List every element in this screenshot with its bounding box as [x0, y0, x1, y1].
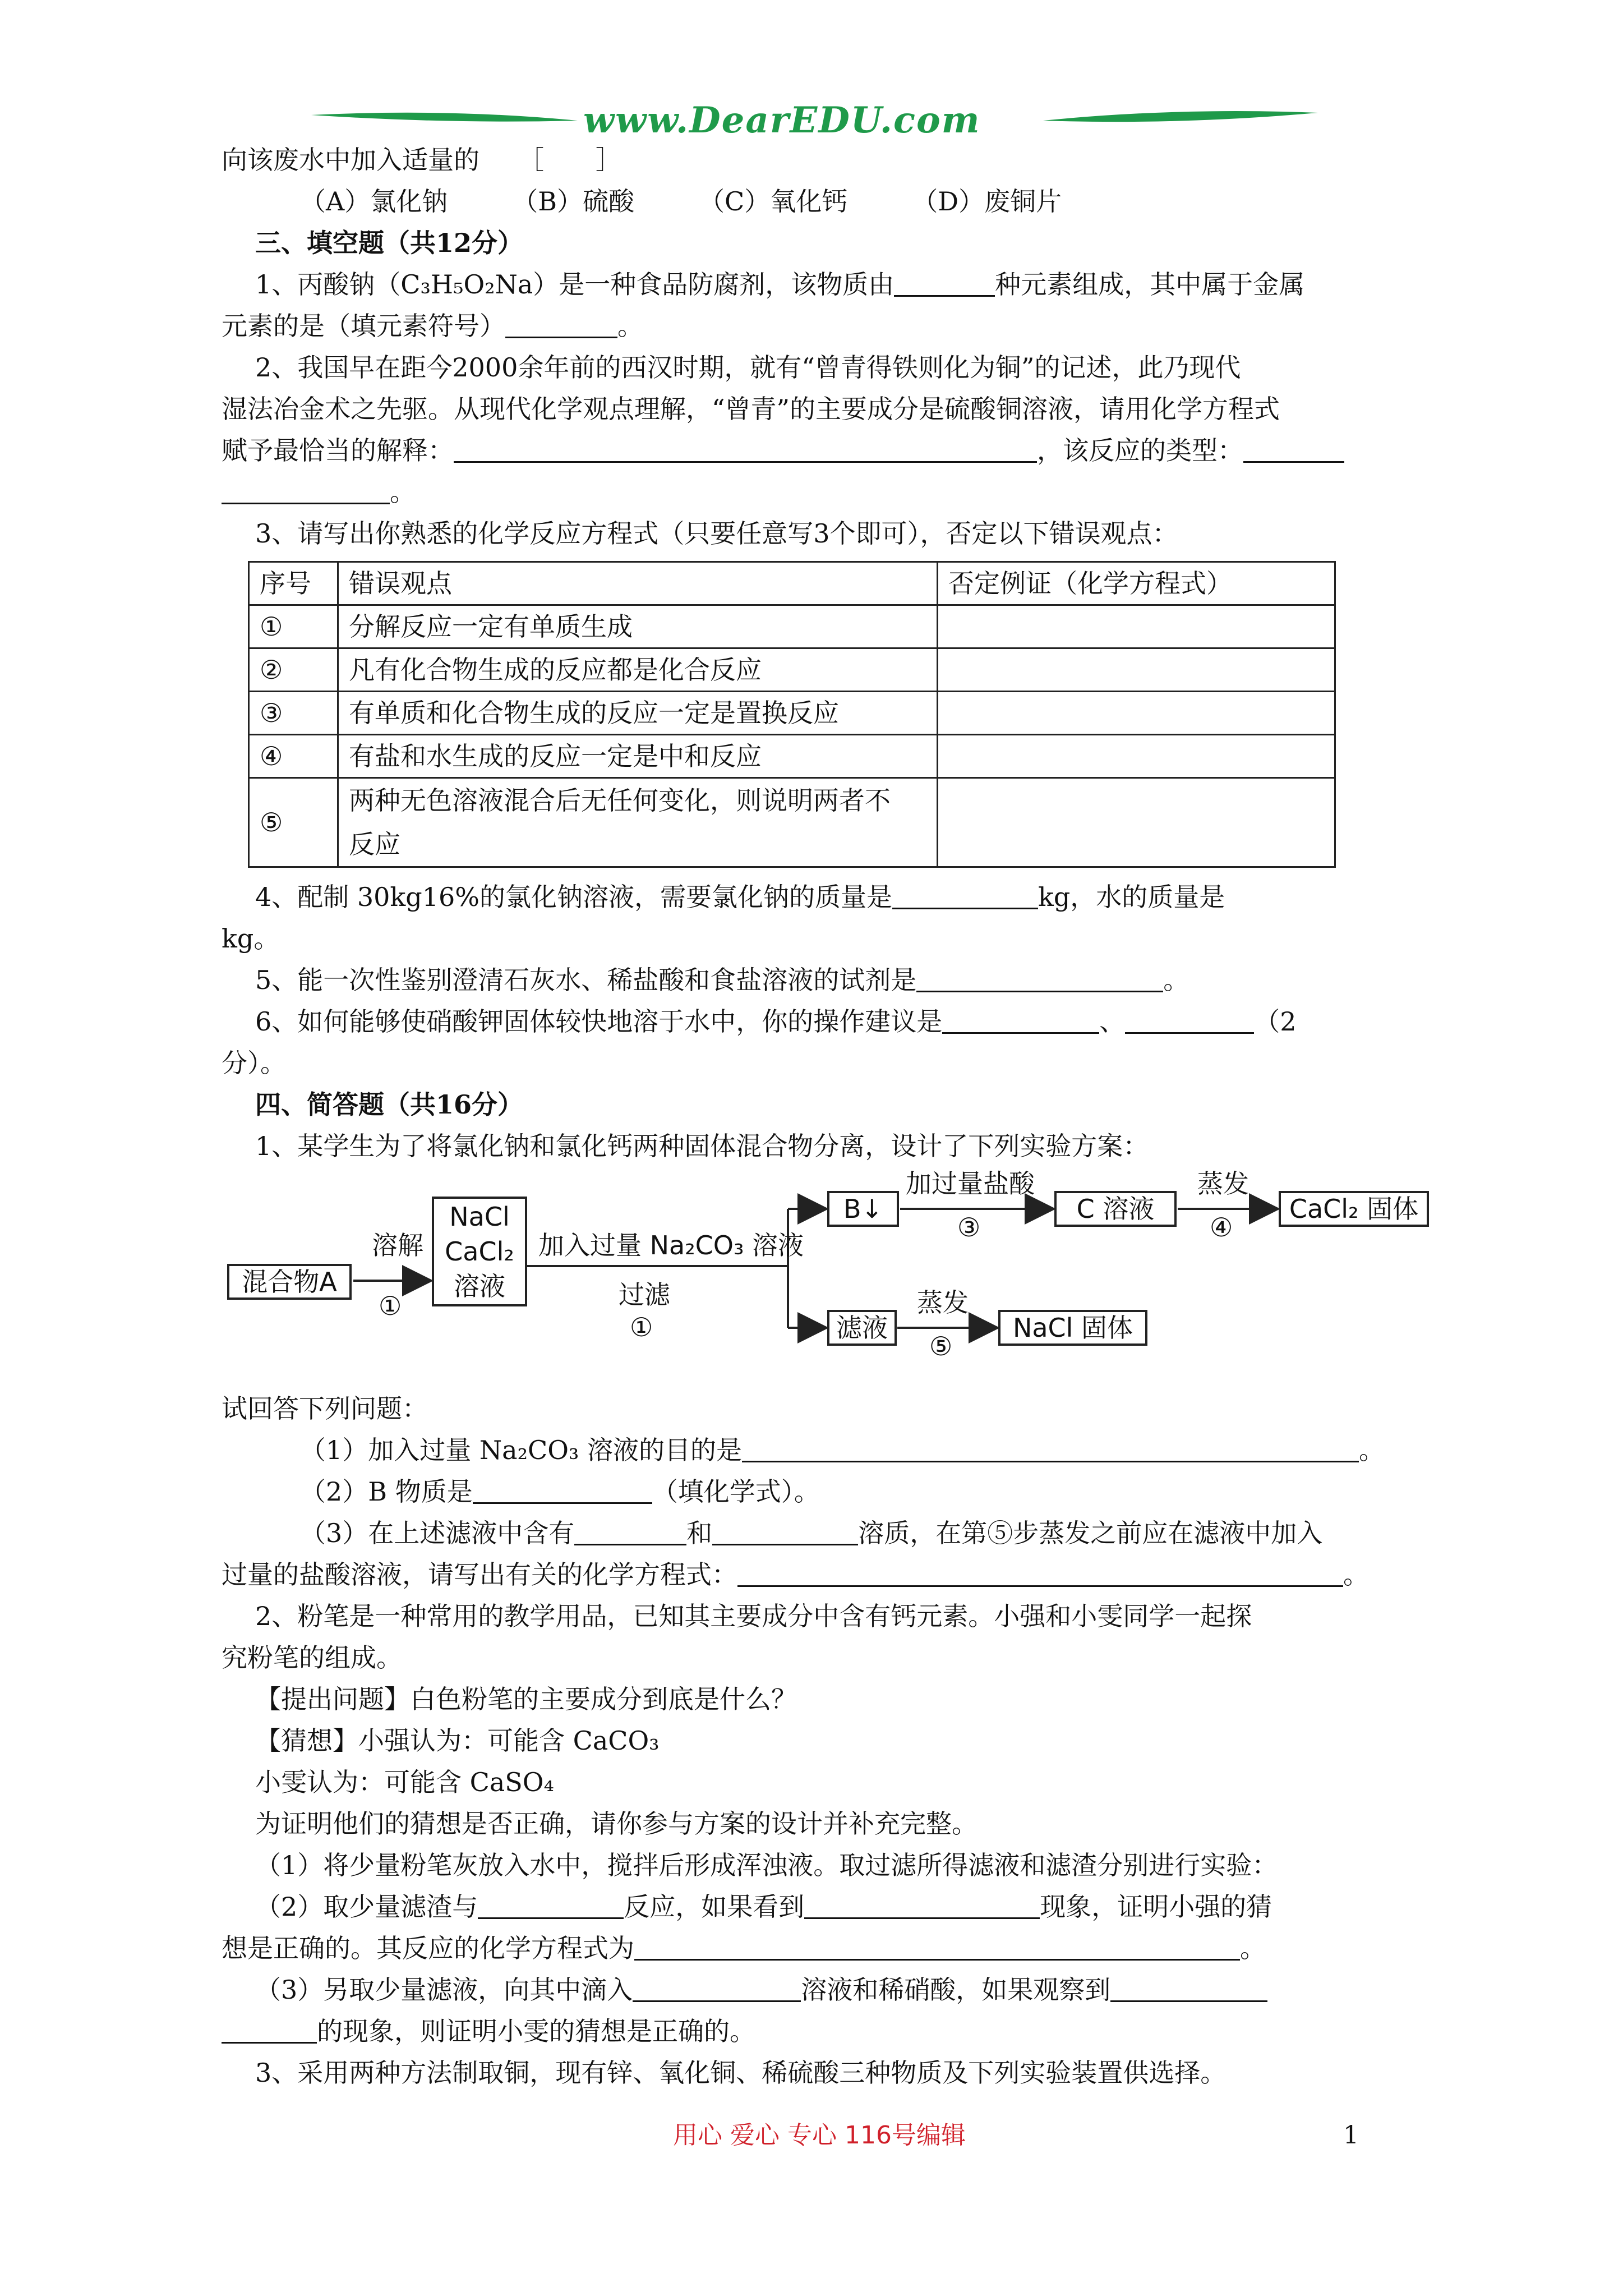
- q3-intro: 3、请写出你熟悉的化学反应方程式（只要任意写3个即可），否定以下错误观点：: [255, 518, 1178, 549]
- flow-label-filter: 过滤: [619, 1280, 670, 1310]
- flow-step-filter: ①: [630, 1312, 653, 1342]
- flow-label-add-hcl: 加过量盐酸: [906, 1168, 1035, 1199]
- q2-line4: 。: [222, 479, 416, 505]
- flow-step-1: ①: [379, 1291, 402, 1321]
- answer-blank[interactable]: [633, 1978, 801, 2002]
- row-number: ②: [249, 648, 338, 692]
- step3-line1: [255, 1977, 1267, 2003]
- row-misconception: [338, 778, 938, 867]
- solution-line-liquid: 溶液: [454, 1271, 505, 1301]
- p1-text: （1）加入过量 Na₂CO₃ 溶液的目的是: [300, 1435, 742, 1465]
- answer-cell[interactable]: [938, 692, 1335, 735]
- cacl2-solid-box: CaCl₂ 固体: [1279, 1191, 1429, 1227]
- q6-line1: 6、如何能够使硝酸钾固体较快地溶于水中，你的操作建议是 、 （2: [255, 1006, 1297, 1037]
- q4-text-b: kg，水的质量是: [1038, 882, 1225, 912]
- precipitate-b-box: B↓: [827, 1191, 899, 1227]
- q3-copper-line: 3、采用两种方法制取铜，现有锌、氧化铜、稀硫酸三种物质及下列实验装置供选择。: [255, 2058, 1227, 2088]
- answer-cell[interactable]: [938, 778, 1335, 867]
- table-row: [249, 648, 1335, 692]
- footer-editor-note: 用心 爱心 专心 116号编辑: [673, 2121, 966, 2150]
- answer-blank[interactable]: [737, 1563, 1343, 1587]
- row-misconception: 凡有化合物生成的反应都是化合反应: [338, 648, 938, 692]
- step1-line: （1）将少量粉笔灰放入水中，搅拌后形成浑浊液。取过滤所得滤液和滤渣分别进行实验：: [255, 1850, 1278, 1880]
- table-header-cell: 错误观点: [338, 562, 938, 605]
- p3-line1: [300, 1520, 1322, 1546]
- flow-label-add-na2co3: 加入过量 Na₂CO₃ 溶液: [538, 1230, 804, 1260]
- p1-line: （1）加入过量 Na₂CO₃ 溶液的目的是 。: [300, 1435, 1385, 1465]
- s3-text-b: 溶液和稀硝酸，如果观察到: [801, 1975, 1111, 2005]
- table-header-cell: 序号: [249, 562, 338, 605]
- q4-line2: kg。: [222, 923, 280, 954]
- q1-line2: 元素的是（填元素符号） 。: [222, 311, 643, 341]
- q2-line3: [222, 435, 1344, 466]
- s2-text-d: 想是正确的。其反应的化学方程式为: [222, 1933, 634, 1963]
- p3-text-d: 过量的盐酸溶液，请写出有关的化学方程式：: [222, 1559, 737, 1590]
- section4-title: 四、简答题（共16分）: [255, 1089, 524, 1120]
- q5-text: 5、能一次性鉴别澄清石灰水、稀盐酸和食盐溶液的试剂是: [255, 965, 917, 995]
- answer-cell[interactable]: [938, 735, 1335, 778]
- q2-line1: 2、我国早在距今2000余年前的西汉时期，就有“曾青得铁则化为铜”的记述，此乃现代: [255, 352, 1241, 383]
- site-logo[interactable]: www.DearEDU.com: [583, 99, 981, 141]
- flow-label-dissolve: 溶解: [372, 1230, 423, 1260]
- solution-c-box: C 溶液: [1054, 1191, 1177, 1227]
- answer-blank[interactable]: [473, 1480, 652, 1504]
- q6-line2: 分）。: [222, 1048, 286, 1078]
- answer-blank[interactable]: [804, 1895, 1040, 1919]
- answer-blank[interactable]: [1110, 1978, 1267, 2002]
- page-number: 1: [1343, 2121, 1359, 2150]
- q2-text-d: ，该反应的类型：: [1037, 435, 1243, 466]
- table-row: [249, 735, 1335, 778]
- filtrate-box: 滤液: [827, 1310, 897, 1346]
- answer-blank[interactable]: [505, 314, 617, 338]
- row-misconception-line2: 反应: [349, 829, 400, 859]
- answer-blank[interactable]: [478, 1895, 624, 1919]
- flow-label-evaporate-1: 蒸发: [1197, 1168, 1249, 1199]
- answer-blank[interactable]: [574, 1521, 686, 1545]
- table-row: [249, 692, 1335, 735]
- nacl-solid-box: NaCl 固体: [998, 1310, 1147, 1346]
- q6-text-b: （2: [1254, 1006, 1297, 1037]
- flow-label-evaporate-2: 蒸发: [917, 1287, 969, 1318]
- site-header: [0, 98, 1623, 149]
- q1-text-a: 1、丙酸钠（C₃H₅O₂Na）是一种食品防腐剂，该物质由: [255, 269, 895, 300]
- p2-line: [300, 1476, 820, 1507]
- flow-step-5: ⑤: [929, 1331, 953, 1361]
- answer-cell[interactable]: [938, 648, 1335, 692]
- s3-text-c: 的现象，则证明小雯的猜想是正确的。: [317, 2016, 755, 2046]
- q1-text-b: 种元素组成，其中属于金属: [995, 269, 1305, 300]
- answer-cell[interactable]: [938, 605, 1335, 648]
- q2-chalk-line2: 究粉笔的组成。: [222, 1642, 402, 1673]
- q2-line2: 湿法冶金术之先驱。从现代化学观点理解，“曾青”的主要成分是硫酸铜溶液，请用化学方程式: [222, 394, 1280, 424]
- answer-blank[interactable]: [1243, 439, 1344, 463]
- table-row: [249, 605, 1335, 648]
- step2-line1: [255, 1894, 1272, 1920]
- guess-line: 【猜想】小强认为：可能含 CaCO₃: [255, 1726, 660, 1756]
- table-row: [249, 778, 1335, 867]
- solution-line-nacl: NaCl: [449, 1202, 510, 1232]
- answer-blank[interactable]: [1125, 1010, 1254, 1034]
- row-misconception-line1: 两种无色溶液混合后无任何变化，则说明两者不: [349, 785, 891, 816]
- p2-text-a: （2）B 物质是: [300, 1476, 473, 1507]
- s2-text-c: 现象，证明小强的猜: [1040, 1892, 1272, 1922]
- s2-text-a: （2）取少量滤渣与: [255, 1892, 478, 1922]
- solution-line-cacl2: CaCl₂: [445, 1236, 514, 1267]
- misconception-table: [248, 561, 1336, 868]
- answer-blank[interactable]: [712, 1521, 858, 1545]
- row-number: ③: [249, 692, 338, 735]
- q1-line1: [255, 269, 1305, 300]
- q2-chalk-line1: 2、粉笔是一种常用的教学用品，已知其主要成分中含有钙元素。小强和小雯同学一起探: [255, 1601, 1252, 1631]
- separation-flow-diagram: [222, 1168, 1433, 1366]
- answer-blank[interactable]: [634, 1936, 1240, 1961]
- row-misconception: 分解反应一定有单质生成: [338, 605, 938, 648]
- intro-options: （A）氯化钠 （B）硫酸 （C）氧化钙 （D）废铜片: [300, 186, 1062, 217]
- flow-step-3: ③: [957, 1212, 981, 1243]
- step3-line2: [222, 2018, 755, 2044]
- table-header-row: [249, 562, 1335, 605]
- p3-text-c: 溶质，在第⑤步蒸发之前应在滤液中加入: [858, 1518, 1323, 1548]
- answer-blank[interactable]: [222, 2019, 317, 2044]
- section3-title: 三、填空题（共12分）: [255, 228, 524, 258]
- answer-blank[interactable]: [222, 480, 390, 504]
- answer-blank[interactable]: [894, 273, 995, 297]
- ask-line: 试回答下列问题：: [222, 1393, 428, 1424]
- guess2-line: 小雯认为：可能含 CaSO₄: [255, 1767, 554, 1797]
- row-misconception: 有盐和水生成的反应一定是中和反应: [338, 735, 938, 778]
- answer-blank[interactable]: [892, 885, 1038, 909]
- row-number: ①: [249, 605, 338, 648]
- flow-step-4: ④: [1210, 1212, 1233, 1243]
- row-number: ④: [249, 735, 338, 778]
- ask-question-line: 【提出问题】白色粉笔的主要成分到底是什么？: [255, 1684, 797, 1714]
- s3-text-a: （3）另取少量滤液，向其中滴入: [255, 1975, 633, 2005]
- answer-blank[interactable]: [454, 439, 1037, 463]
- s4-q1-intro: 1、某学生为了将氯化钠和氯化钙两种固体混合物分离，设计了下列实验方案：: [255, 1131, 1149, 1161]
- p2-text-b: （填化学式）。: [652, 1476, 820, 1507]
- p3-text-a: （3）在上述滤液中含有: [300, 1518, 575, 1548]
- q2-text-c: 赋予最恰当的解释：: [222, 435, 454, 466]
- answer-blank[interactable]: [742, 1438, 1359, 1462]
- row-misconception: 有单质和化合物生成的反应一定是置换反应: [338, 692, 938, 735]
- prove-line: 为证明他们的猜想是否正确，请你参与方案的设计并补充完整。: [255, 1809, 978, 1839]
- p3-line2: 过量的盐酸溶液，请写出有关的化学方程式： 。: [222, 1559, 1369, 1590]
- answer-blank[interactable]: [942, 1010, 1099, 1034]
- p3-text-b: 和: [686, 1518, 713, 1548]
- mixture-a-box: 混合物A: [227, 1264, 352, 1300]
- q1-text-c: 元素的是（填元素符号）: [222, 311, 505, 341]
- q6-text-a: 6、如何能够使硝酸钾固体较快地溶于水中，你的操作建议是: [255, 1006, 943, 1037]
- table-header-cell: 否定例证（化学方程式）: [938, 562, 1335, 605]
- step2-line2: 想是正确的。其反应的化学方程式为 。: [222, 1933, 1266, 1963]
- answer-blank[interactable]: [916, 968, 1163, 992]
- q4-text-a: 4、配制 30kg16%的氯化钠溶液，需要氯化钠的质量是: [255, 882, 892, 912]
- q5-line: 5、能一次性鉴别澄清石灰水、稀盐酸和食盐溶液的试剂是 。: [255, 965, 1189, 995]
- intro-text: 向该废水中加入适量的 ［ ］: [222, 145, 621, 175]
- row-number: ⑤: [249, 778, 338, 867]
- q4-line1: [255, 884, 1225, 910]
- s2-text-b: 反应，如果看到: [624, 1892, 805, 1922]
- solution-box: [432, 1197, 527, 1306]
